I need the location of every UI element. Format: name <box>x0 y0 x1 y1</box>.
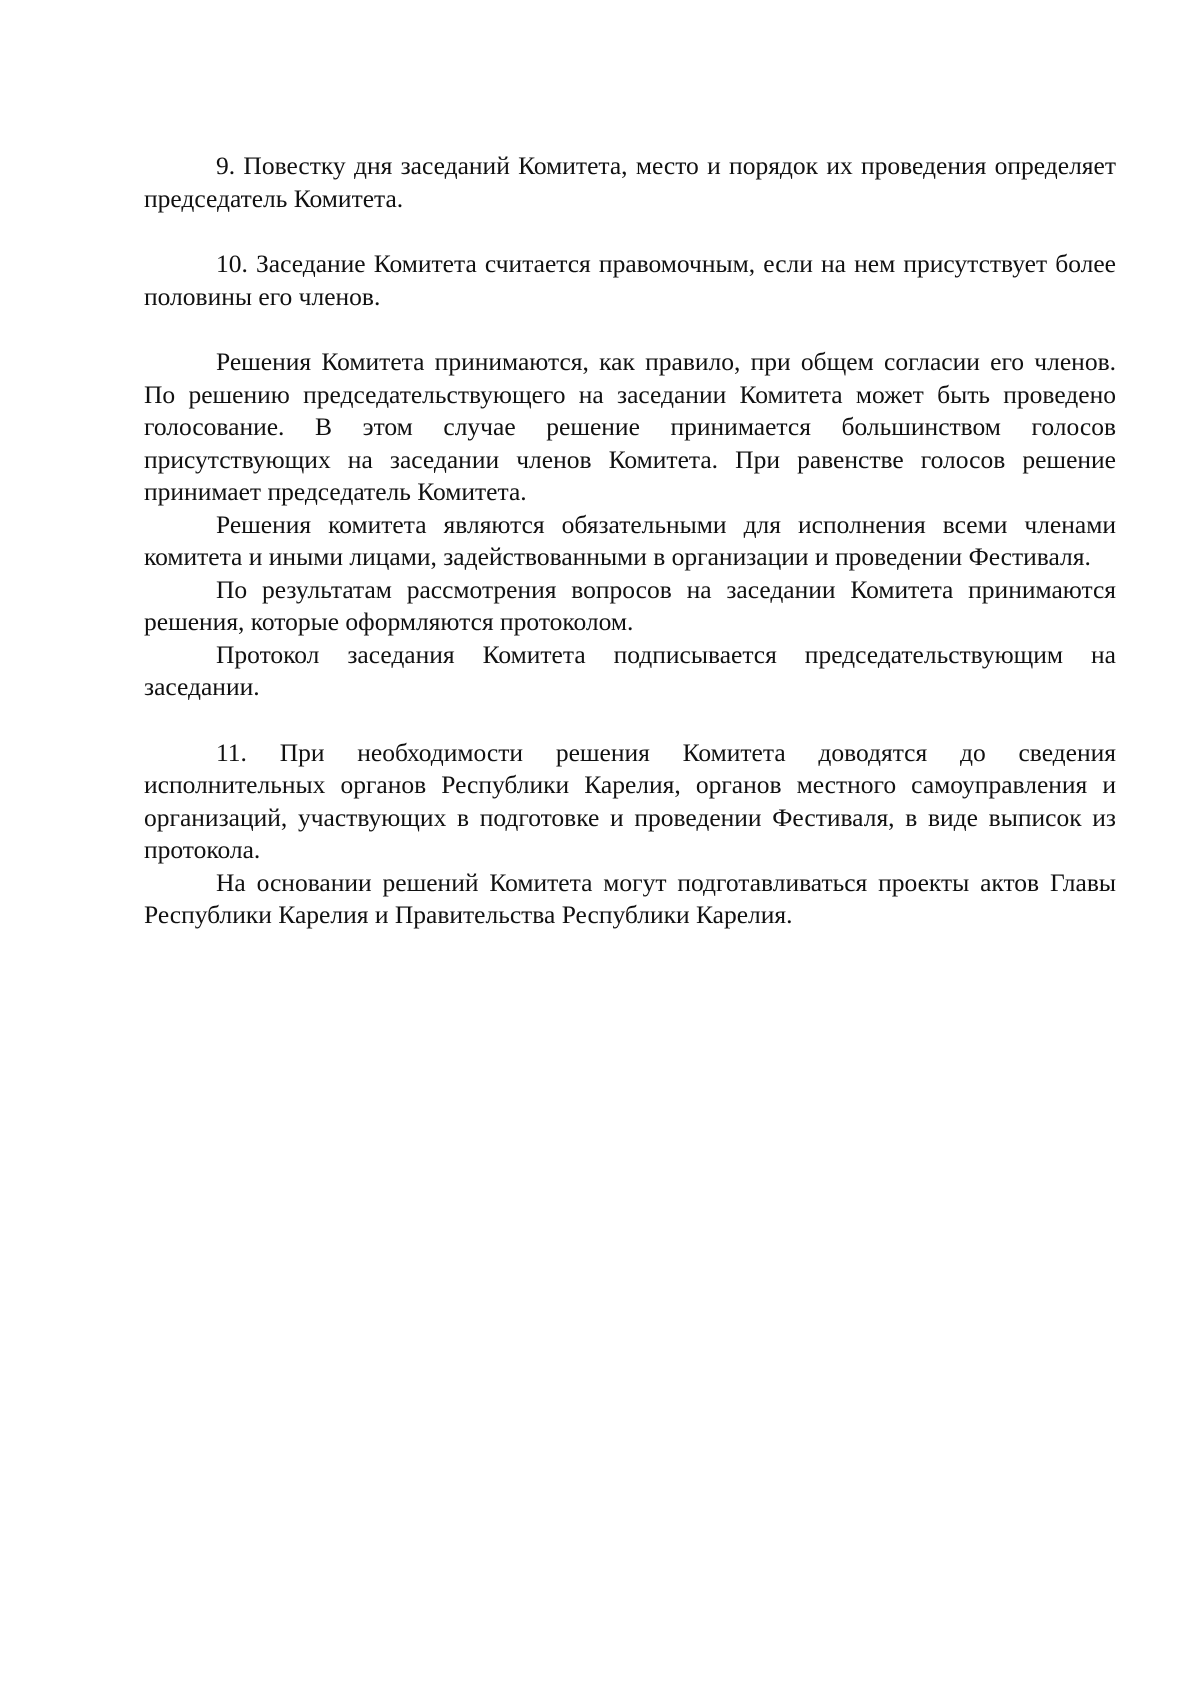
paragraph-decisions-binding: Решения комитета являются обязательными для исполнения всеми членами комитета и иными лицами, задействованными в организации и проведении Фестиваля. <box>144 509 1116 571</box>
paragraph-protocol-signing: Протокол заседания Комитета подписывается председательствующим на заседании. <box>144 639 1116 701</box>
paragraph-decisions-protocol: По результатам рассмотрения вопросов на заседании Комитета принимаются решения, которые оформляются протоколом. <box>144 574 1116 636</box>
document-body <box>144 150 1116 932</box>
paragraph-draft-acts: На основании решений Комитета могут подготавливаться проекты актов Главы Республики Карелия и Правительства Республики Карелия. <box>144 867 1116 929</box>
paragraph-item-11: 11. При необходимости решения Комитета доводятся до сведения исполнительных органов Республики Карелия, органов местного самоуправления и организаций, участвующих в подготовке и проведении Фестиваля, в виде выписок из протокола. <box>144 737 1116 864</box>
paragraph-item-10: 10. Заседание Комитета считается правомочным, если на нем присутствует более половины его членов. <box>144 249 1116 311</box>
paragraph-item-9: 9. Повестку дня заседаний Комитета, место и порядок их проведения определяет председатель Комитета. <box>144 151 1116 213</box>
paragraph-decisions: Решения Комитета принимаются, как правило, при общем согласии его членов. По решению председательствующего на заседании Комитета может быть проведено голосование. В этом случае решение принимается большинством голосов присутствующих на заседании членов Комитета. При равенстве голосов решение принимает председатель Комитета. <box>144 347 1116 506</box>
